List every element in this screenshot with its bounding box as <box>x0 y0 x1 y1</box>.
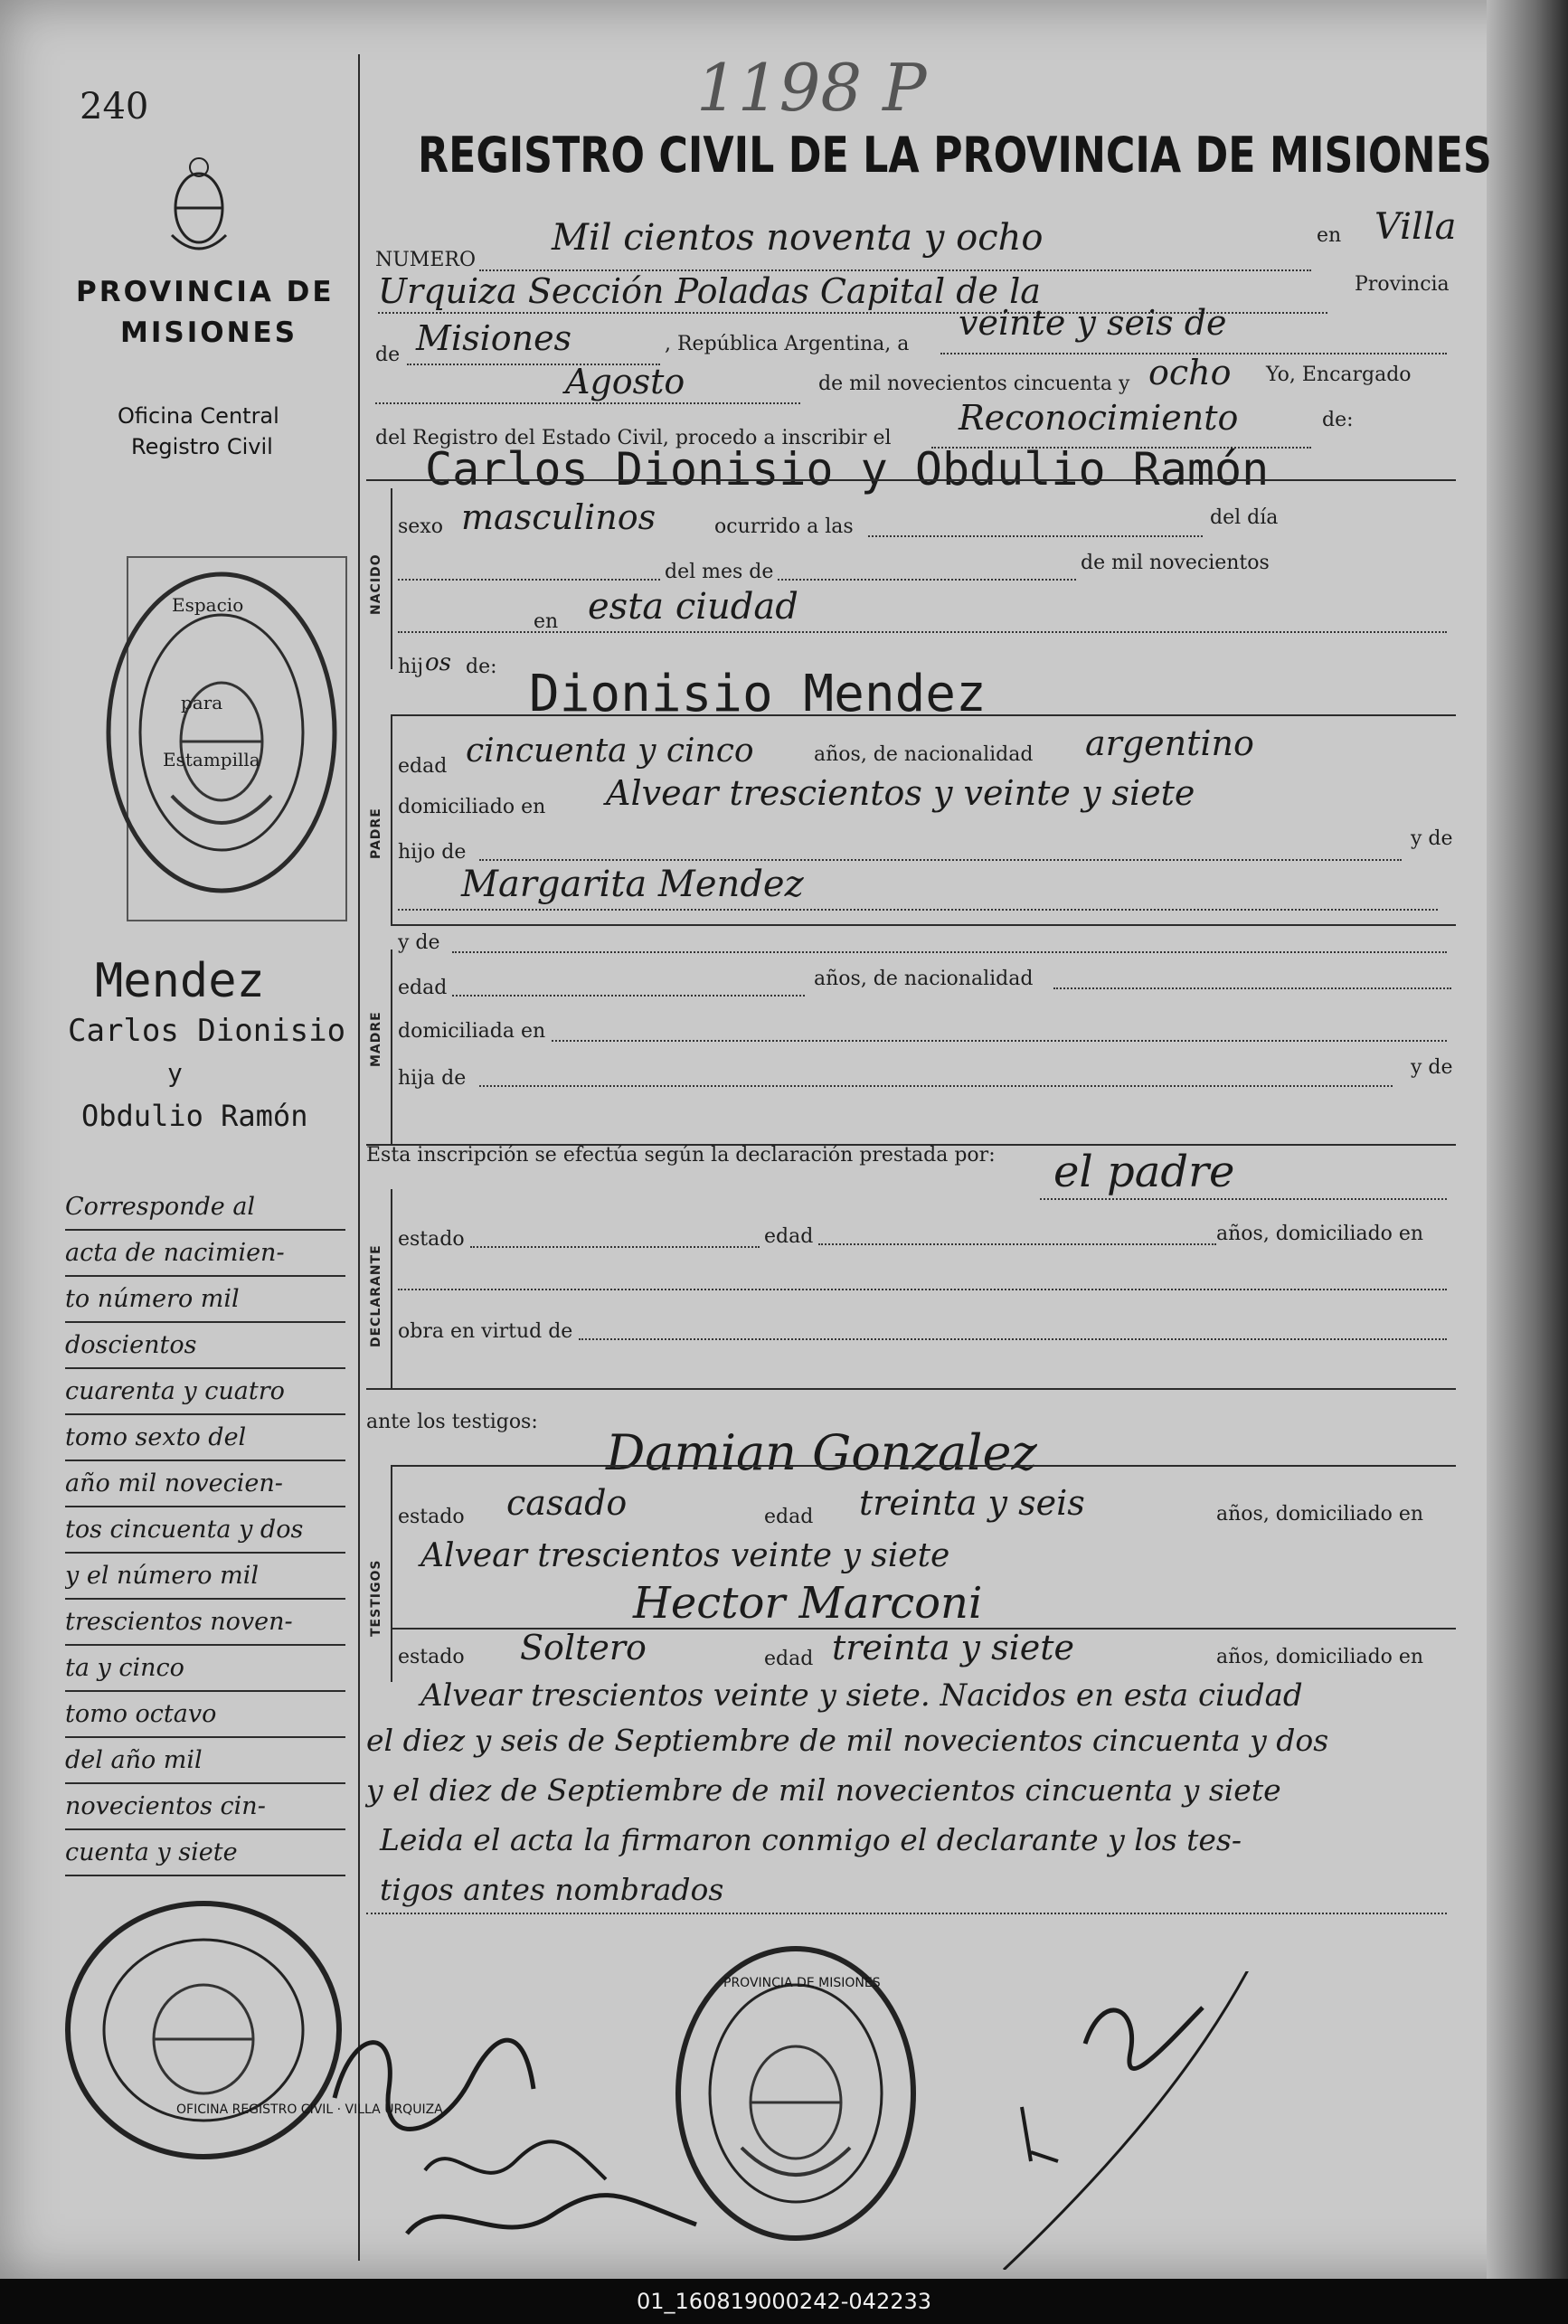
decl-estado-dots <box>470 1246 760 1248</box>
label-provincia: Provincia <box>1355 273 1450 296</box>
numero-value: Mil cientos noventa y ocho <box>552 217 1044 259</box>
margin-note-line: Corresponde al <box>65 1185 345 1231</box>
label-hijo-de: hijo de <box>398 841 467 864</box>
madre-hija-dots <box>479 1085 1393 1087</box>
label-y-de2: y de <box>398 931 440 954</box>
hij-suffix: os <box>425 649 451 676</box>
label-sexo: sexo <box>398 515 443 538</box>
margin-note-line: del año mil <box>65 1738 345 1784</box>
label-edad-t1: edad <box>764 1506 814 1528</box>
label-y-de: y de <box>1411 827 1453 850</box>
side-label-declarante: DECLARANTE <box>369 1244 383 1347</box>
mes-dots <box>375 402 800 404</box>
page-number: 240 <box>80 86 149 128</box>
label-en-lugar: en <box>534 610 559 633</box>
label-numero: NUMERO <box>375 249 476 271</box>
label-edad-padre: edad <box>398 755 448 778</box>
side-label-nacido: NACIDO <box>369 553 383 615</box>
padre-nombre-value: Dionisio Mendez <box>529 665 987 723</box>
declarante-value: el padre <box>1053 1147 1235 1197</box>
label-de2: de: <box>466 656 497 678</box>
padre-madre-value: Margarita Mendez <box>461 864 804 905</box>
testigo1-dom-value: Alvear trescientos veinte y siete <box>420 1537 950 1574</box>
provincia-value: Misiones <box>416 318 572 358</box>
nota-dots <box>366 1913 1447 1914</box>
label-ocurrido: ocurrido a las <box>714 515 854 538</box>
declarante-bottom-rule <box>366 1388 1456 1390</box>
office-line1: Oficina Central <box>118 403 279 429</box>
side-label-padre: PADRE <box>369 808 383 859</box>
nota-line4: tigos antes nombrados <box>380 1872 724 1907</box>
margin-note-line: y el número mil <box>65 1554 345 1600</box>
label-hija-de: hija de <box>398 1067 467 1090</box>
margin-note-line: tomo sexto del <box>65 1415 345 1461</box>
nacido-divider <box>391 488 392 669</box>
label-del-mes: del mes de <box>665 561 774 583</box>
ciudad-value: Urquiza Sección Poladas Capital de la <box>378 271 1041 311</box>
coat-of-arms-icon <box>163 149 235 267</box>
label-anos-dom-t1: años, domiciliado en <box>1216 1503 1424 1526</box>
bottom-left-seal-text: OFICINA REGISTRO CIVIL · VILLA URQUIZA <box>176 2102 443 2117</box>
margin-note-line: año mil novecien- <box>65 1461 345 1507</box>
mes-value: Agosto <box>565 362 685 402</box>
madre-divider <box>391 949 392 1144</box>
label-hij: hij <box>398 656 424 678</box>
label-domiciliada: domiciliada en <box>398 1020 546 1043</box>
bottom-left-seal-icon <box>54 1881 362 2179</box>
label-en: en <box>1317 224 1342 247</box>
madre-dom-dots <box>552 1040 1447 1042</box>
label-de-mil-nov: de mil novecientos <box>1081 552 1270 574</box>
testigo1-estado-value: casado <box>506 1483 628 1523</box>
padre-divider <box>391 714 392 924</box>
label-domiciliado: domiciliado en <box>398 796 546 818</box>
declarante-divider <box>391 1189 392 1388</box>
padre-nac-value: argentino <box>1085 723 1254 763</box>
footer-id: 01_160819000242-042233 <box>0 2279 1568 2324</box>
testigo1-edad-value: treinta y seis <box>859 1483 1085 1523</box>
padre-edad-value: cincuenta y cinco <box>466 732 754 770</box>
label-estado-t1: estado <box>398 1506 465 1528</box>
margin-note-line: tos cincuenta y dos <box>65 1507 345 1554</box>
stamp-space-line3: Estampilla <box>163 749 260 770</box>
fecha-value: veinte y seis de <box>959 303 1227 343</box>
mes-nac-dots <box>778 579 1076 581</box>
decl-edad-dots <box>818 1243 1216 1245</box>
madre-nac-dots <box>1053 987 1451 989</box>
testigo2-edad-value: treinta y siete <box>832 1628 1075 1667</box>
decl-dom-dots <box>398 1289 1447 1290</box>
testigo2-estado-value: Soltero <box>520 1628 647 1667</box>
margin-note-line: ta y cinco <box>65 1646 345 1692</box>
dia-dots <box>398 579 660 581</box>
label-de-colon: de: <box>1322 409 1354 431</box>
bottom-center-seal-text: PROVINCIA DE MISIONES <box>723 1976 881 1990</box>
label-yo-encargado: Yo, Encargado <box>1266 364 1412 386</box>
label-estado-decl: estado <box>398 1228 465 1251</box>
label-anos-nac: años, de nacionalidad <box>814 743 1034 766</box>
label-del-dia: del día <box>1210 506 1279 529</box>
top-handwritten-number: 1198 P <box>696 50 927 126</box>
signatures-icon <box>316 1971 1492 2270</box>
stamp-space-line2: para <box>181 692 223 713</box>
margin-note-line: cuenta y siete <box>65 1830 345 1876</box>
lugar-value: esta ciudad <box>588 586 798 628</box>
office-line2: Registro Civil <box>131 434 273 459</box>
margin-surname: Mendez <box>95 954 265 1008</box>
testigo1-nombre-value: Damian Gonzalez <box>606 1424 1037 1481</box>
margin-note-line: acta de nacimien- <box>65 1231 345 1277</box>
nota-line3: Leida el acta la firmaron conmigo el declarante y los tes- <box>380 1822 1242 1857</box>
padre-rule <box>391 714 1456 716</box>
margin-note-line: novecientos cin- <box>65 1784 345 1830</box>
nombre-rule <box>366 479 1456 481</box>
en-villa-value: Villa <box>1374 206 1457 248</box>
lugar-dots <box>398 631 1447 633</box>
book-spine <box>1487 0 1568 2279</box>
margin-y: y <box>167 1058 183 1088</box>
label-anos-dom-decl: años, domiciliado en <box>1216 1223 1424 1245</box>
stamp-space-line1: Espacio <box>172 594 244 616</box>
label-edad-madre: edad <box>398 977 448 999</box>
anio-value: ocho <box>1148 353 1232 392</box>
side-label-testigos: TESTIGOS <box>369 1559 383 1637</box>
margin-note-line: trescientos noven- <box>65 1600 345 1646</box>
label-republica: , República Argentina, a <box>665 333 910 355</box>
label-obra: obra en virtud de <box>398 1320 573 1343</box>
acto-value: Reconocimiento <box>959 398 1239 438</box>
testigos-rule <box>391 1465 1456 1467</box>
margin-note-line: doscientos <box>65 1323 345 1369</box>
label-estado-t2: estado <box>398 1646 465 1668</box>
nombre-value: Carlos Dionisio y Obdulio Ramón <box>425 443 1270 496</box>
testigo2-nombre-value: Hector Marconi <box>633 1578 983 1629</box>
margin-names2: Obdulio Ramón <box>81 1099 308 1133</box>
label-edad-t2: edad <box>764 1648 814 1670</box>
label-esta-inscripcion: Esta inscripción se efectúa según la declaración prestada por: <box>366 1144 996 1167</box>
label-anos-dom-t2: años, domiciliado en <box>1216 1646 1424 1668</box>
obra-dots <box>579 1338 1447 1340</box>
label-ante-testigos: ante los testigos: <box>366 1411 538 1433</box>
testigo2-dom-value: Alvear trescientos veinte y siete. Nacidos en esta ciudad <box>420 1677 1303 1714</box>
margin-names1: Carlos Dionisio <box>68 1013 346 1049</box>
margin-note-line: tomo octavo <box>65 1692 345 1738</box>
province-line2: MISIONES <box>120 316 298 349</box>
sexo-value: masculinos <box>461 497 656 537</box>
padre-madre-dots <box>398 909 1438 911</box>
label-edad-decl: edad <box>764 1225 814 1248</box>
madre-rule <box>391 924 1456 926</box>
side-label-madre: MADRE <box>369 1011 383 1067</box>
label-y-de3: y de <box>1411 1056 1453 1079</box>
testigos-divider <box>391 1465 392 1682</box>
province-line1: PROVINCIA DE <box>76 276 335 308</box>
label-anos-nac-madre: años, de nacionalidad <box>814 968 1034 990</box>
label-de-mil: de mil novecientos cincuenta y <box>818 373 1130 395</box>
page-title: REGISTRO CIVIL DE LA PROVINCIA DE MISIONES <box>418 127 1492 184</box>
nota-line2: y el diez de Septiembre de mil novecientos cincuenta y siete <box>366 1772 1281 1808</box>
madre-edad-dots <box>452 995 805 997</box>
label-del-registro: del Registro del Estado Civil, procedo a inscribir el <box>375 427 892 449</box>
margin-note-line: cuarenta y cuatro <box>65 1369 345 1415</box>
nota-line1: el diez y seis de Septiembre de mil novecientos cincuenta y dos <box>366 1723 1329 1758</box>
declarante-dots <box>1040 1198 1447 1200</box>
madre-nombre-dots <box>452 951 1447 953</box>
margin-note-line: to número mil <box>65 1277 345 1323</box>
label-de: de <box>375 344 401 366</box>
hora-dots <box>868 535 1203 537</box>
margin-note <box>65 1185 345 1876</box>
hijo-de-dots <box>479 859 1402 861</box>
padre-dom-value: Alvear trescientos y veinte y siete <box>606 773 1195 813</box>
